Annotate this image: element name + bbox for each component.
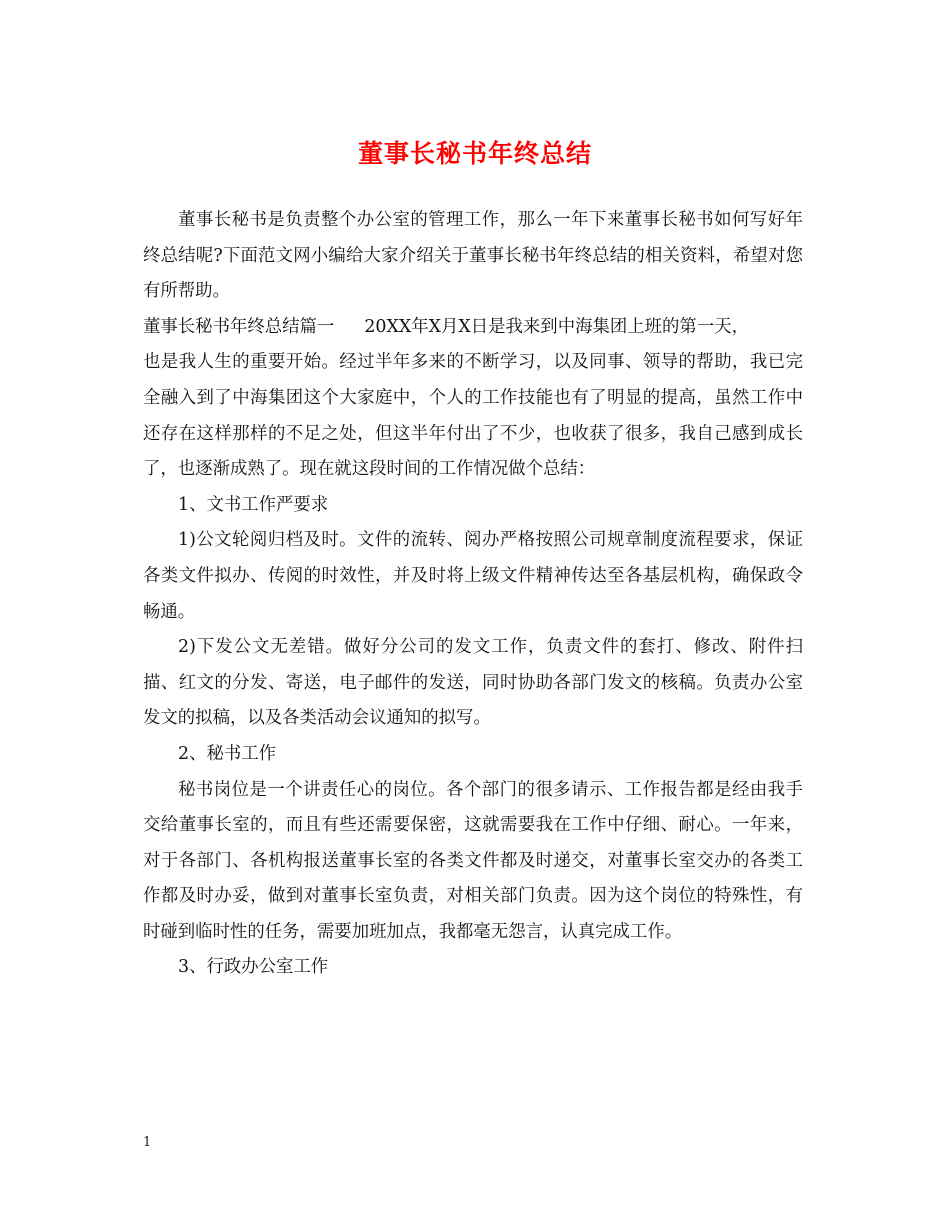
section-heading-line bbox=[143, 310, 803, 346]
item-1-paragraph: 1)公文轮阅归档及时。文件的流转、阅办严格按照公司规章制度流程要求，保证各类文件拟办、传阅的时效性，并及时将上级文件精神传达至各基层机构，确保政令畅通。 bbox=[143, 530, 803, 622]
intro-paragraph: 董事长秘书是负责整个办公室的管理工作，那么一年下来董事长秘书如何写好年终总结呢?下面范文网小编给大家介绍关于董事长秘书年终总结的相关资料，希望对您有所帮助。 bbox=[143, 210, 803, 302]
section-paragraph: 也是我人生的重要开始。经过半年多来的不断学习，以及同事、领导的帮助，我已完全融入到了中海集团这个大家庭中，个人的工作技能也有了明显的提高，虽然工作中还存在这样那样的不足之处，但这半年付出了不少，也收获了很多，我自己感到成长了，也逐渐成熟了。现在就这段时间的工作情况做个总结： bbox=[143, 352, 803, 480]
document-title: 董事长秘书年终总结 bbox=[357, 139, 592, 168]
section-heading: 董事长秘书年终总结篇一 bbox=[143, 316, 335, 337]
item-2-paragraph: 2)下发公文无差错。做好分公司的发文工作，负责文件的套打、修改、附件扫描、红文的分发、寄送，电子邮件的发送，同时协助各部门发文的核稿。负责办公室发文的拟稿，以及各类活动会议通知的拟写。 bbox=[143, 637, 803, 729]
page-number: 1 bbox=[143, 1135, 152, 1150]
section-first-line: 20XX年X月X日是我来到中海集团上班的第一天， bbox=[364, 316, 749, 337]
subheading-3: 3、行政办公室工作 bbox=[178, 957, 329, 978]
subheading-2: 2、秘书工作 bbox=[178, 743, 277, 764]
subheading-1: 1、文书工作严要求 bbox=[178, 494, 329, 515]
document-body bbox=[143, 203, 803, 986]
secretary-paragraph: 秘书岗位是一个讲责任心的岗位。各个部门的很多请示、工作报告都是经由我手交给董事长室的，而且有些还需要保密，这就需要我在工作中仔细、耐心。一年来，对于各部门、各机构报送董事长室的各类文件都及时递交，对董事长室交办的各类工作都及时办妥，做到对董事长室负责，对相关部门负责。因为这个岗位的特殊性，有时碰到临时性的任务，需要加班加点，我都毫无怨言，认真完成工作。 bbox=[143, 779, 803, 942]
